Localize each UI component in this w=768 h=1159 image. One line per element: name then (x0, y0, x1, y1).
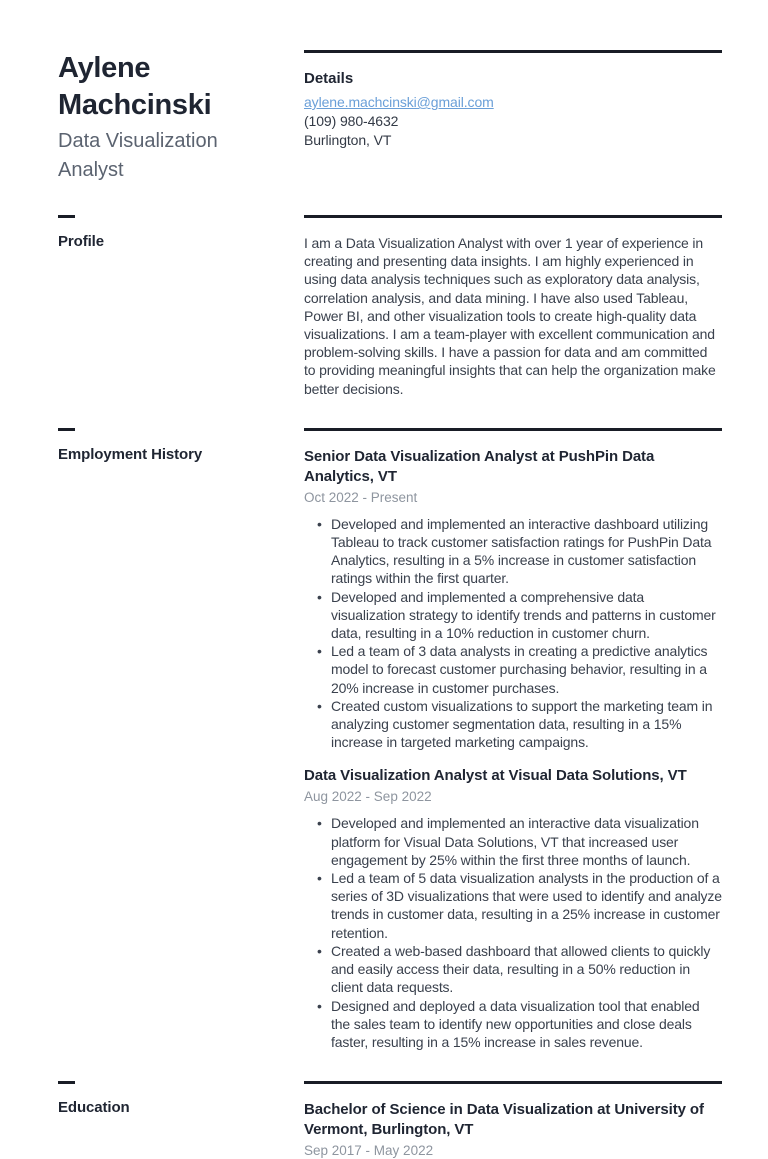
job-bullet-list (317, 814, 722, 1051)
job-bullet: • Developed and implemented an interactive dashboard utilizing Tableau to track customer satisfaction ratings for PushPin Data Analytics, resulting in a 5% increase in customer satisfaction ratings within the first quarter. (317, 515, 722, 588)
candidate-job-title: Data Visualization Analyst (58, 130, 218, 181)
job-bullet: • Led a team of 3 data analysts in creating a predictive analytics model to forecast customer purchasing behavior, resulting in a 20% increase in customer purchases. (317, 642, 722, 697)
job-list (304, 431, 722, 1051)
section-dash (58, 1081, 75, 1084)
section-dash (58, 215, 75, 218)
employment-heading: Employment History (58, 445, 203, 463)
profile-right-column (304, 215, 722, 398)
education-left-column (58, 1081, 304, 1116)
email-link[interactable]: aylene.machcinski@gmail.com (304, 94, 494, 110)
profile-section (58, 215, 722, 398)
candidate-name: Aylene Machcinski (58, 52, 212, 121)
header-left-column (58, 50, 304, 185)
employment-left-column (58, 428, 304, 463)
employment-right-column (304, 428, 722, 1051)
job-bullet-list (317, 515, 722, 752)
location-text: Burlington, VT (304, 132, 392, 148)
education-right-column (304, 1081, 722, 1159)
job-bullet: • Led a team of 5 data visualization analysts in the production of a series of 3D visualizations that were used to identify and analyze trends in customer data, resulting in a 25% increase in customer retention. (317, 869, 722, 942)
job-title: Data Visualization Analyst at Visual Data Solutions, VT (304, 767, 687, 785)
job-bullet: • Developed and implemented an interactive data visualization platform for Visual Data Solutions, VT that increased user engagement by 25% within the first three months of launch. (317, 814, 722, 869)
details-heading: Details (304, 70, 354, 87)
header-section (58, 50, 722, 185)
phone-number: (109) 980-4632 (304, 113, 399, 129)
degree-dates: Sep 2017 - May 2022 (304, 1143, 434, 1159)
details-block (304, 53, 722, 150)
job-bullet: • Created custom visualizations to support the marketing team in analyzing customer segmentation data, resulting in a 15% increase in targeted marketing campaigns. (317, 697, 722, 752)
profile-text: I am a Data Visualization Analyst with over 1 year of experience in creating and presenting data insights. I am highly experienced in using data analysis techniques such as exploratory data analysis, correlation analysis, and data mining. I have also used Tableau, Power BI, and other visualization tools to create high-quality data visualizations. I am a team-player with excellent communication and problem-solving skills. I have a passion for data and am committed to providing meaningful insights that can help the organization make better decisions. (304, 235, 716, 397)
job-bullet: • Created a web-based dashboard that allowed clients to quickly and easily access their data, resulting in a 50% reduction in client data requests. (317, 942, 722, 997)
employment-section (58, 428, 722, 1051)
education-heading: Education (58, 1099, 130, 1117)
job-bullet: • Designed and deployed a data visualization tool that enabled the sales team to identify new opportunities and close deals faster, resulting in a 15% increase in sales revenue. (317, 997, 722, 1052)
degree-title: Bachelor of Science in Data Visualization at University of Vermont, Burlington, VT (304, 1101, 704, 1139)
job-dates: Aug 2022 - Sep 2022 (304, 789, 432, 805)
job-title: Senior Data Visualization Analyst at PushPin Data Analytics, VT (304, 447, 655, 485)
section-dash (58, 428, 75, 431)
job-entry (304, 447, 722, 752)
profile-left-column (58, 215, 304, 250)
job-dates: Oct 2022 - Present (304, 489, 418, 505)
education-section (58, 1081, 722, 1159)
profile-heading: Profile (58, 233, 104, 250)
education-entry (304, 1084, 722, 1159)
header-right-column (304, 50, 722, 150)
job-bullet: • Developed and implemented a comprehensive data visualization strategy to identify trends and patterns in customer data, resulting in a 10% reduction in customer churn. (317, 588, 722, 643)
job-entry (304, 766, 722, 1051)
